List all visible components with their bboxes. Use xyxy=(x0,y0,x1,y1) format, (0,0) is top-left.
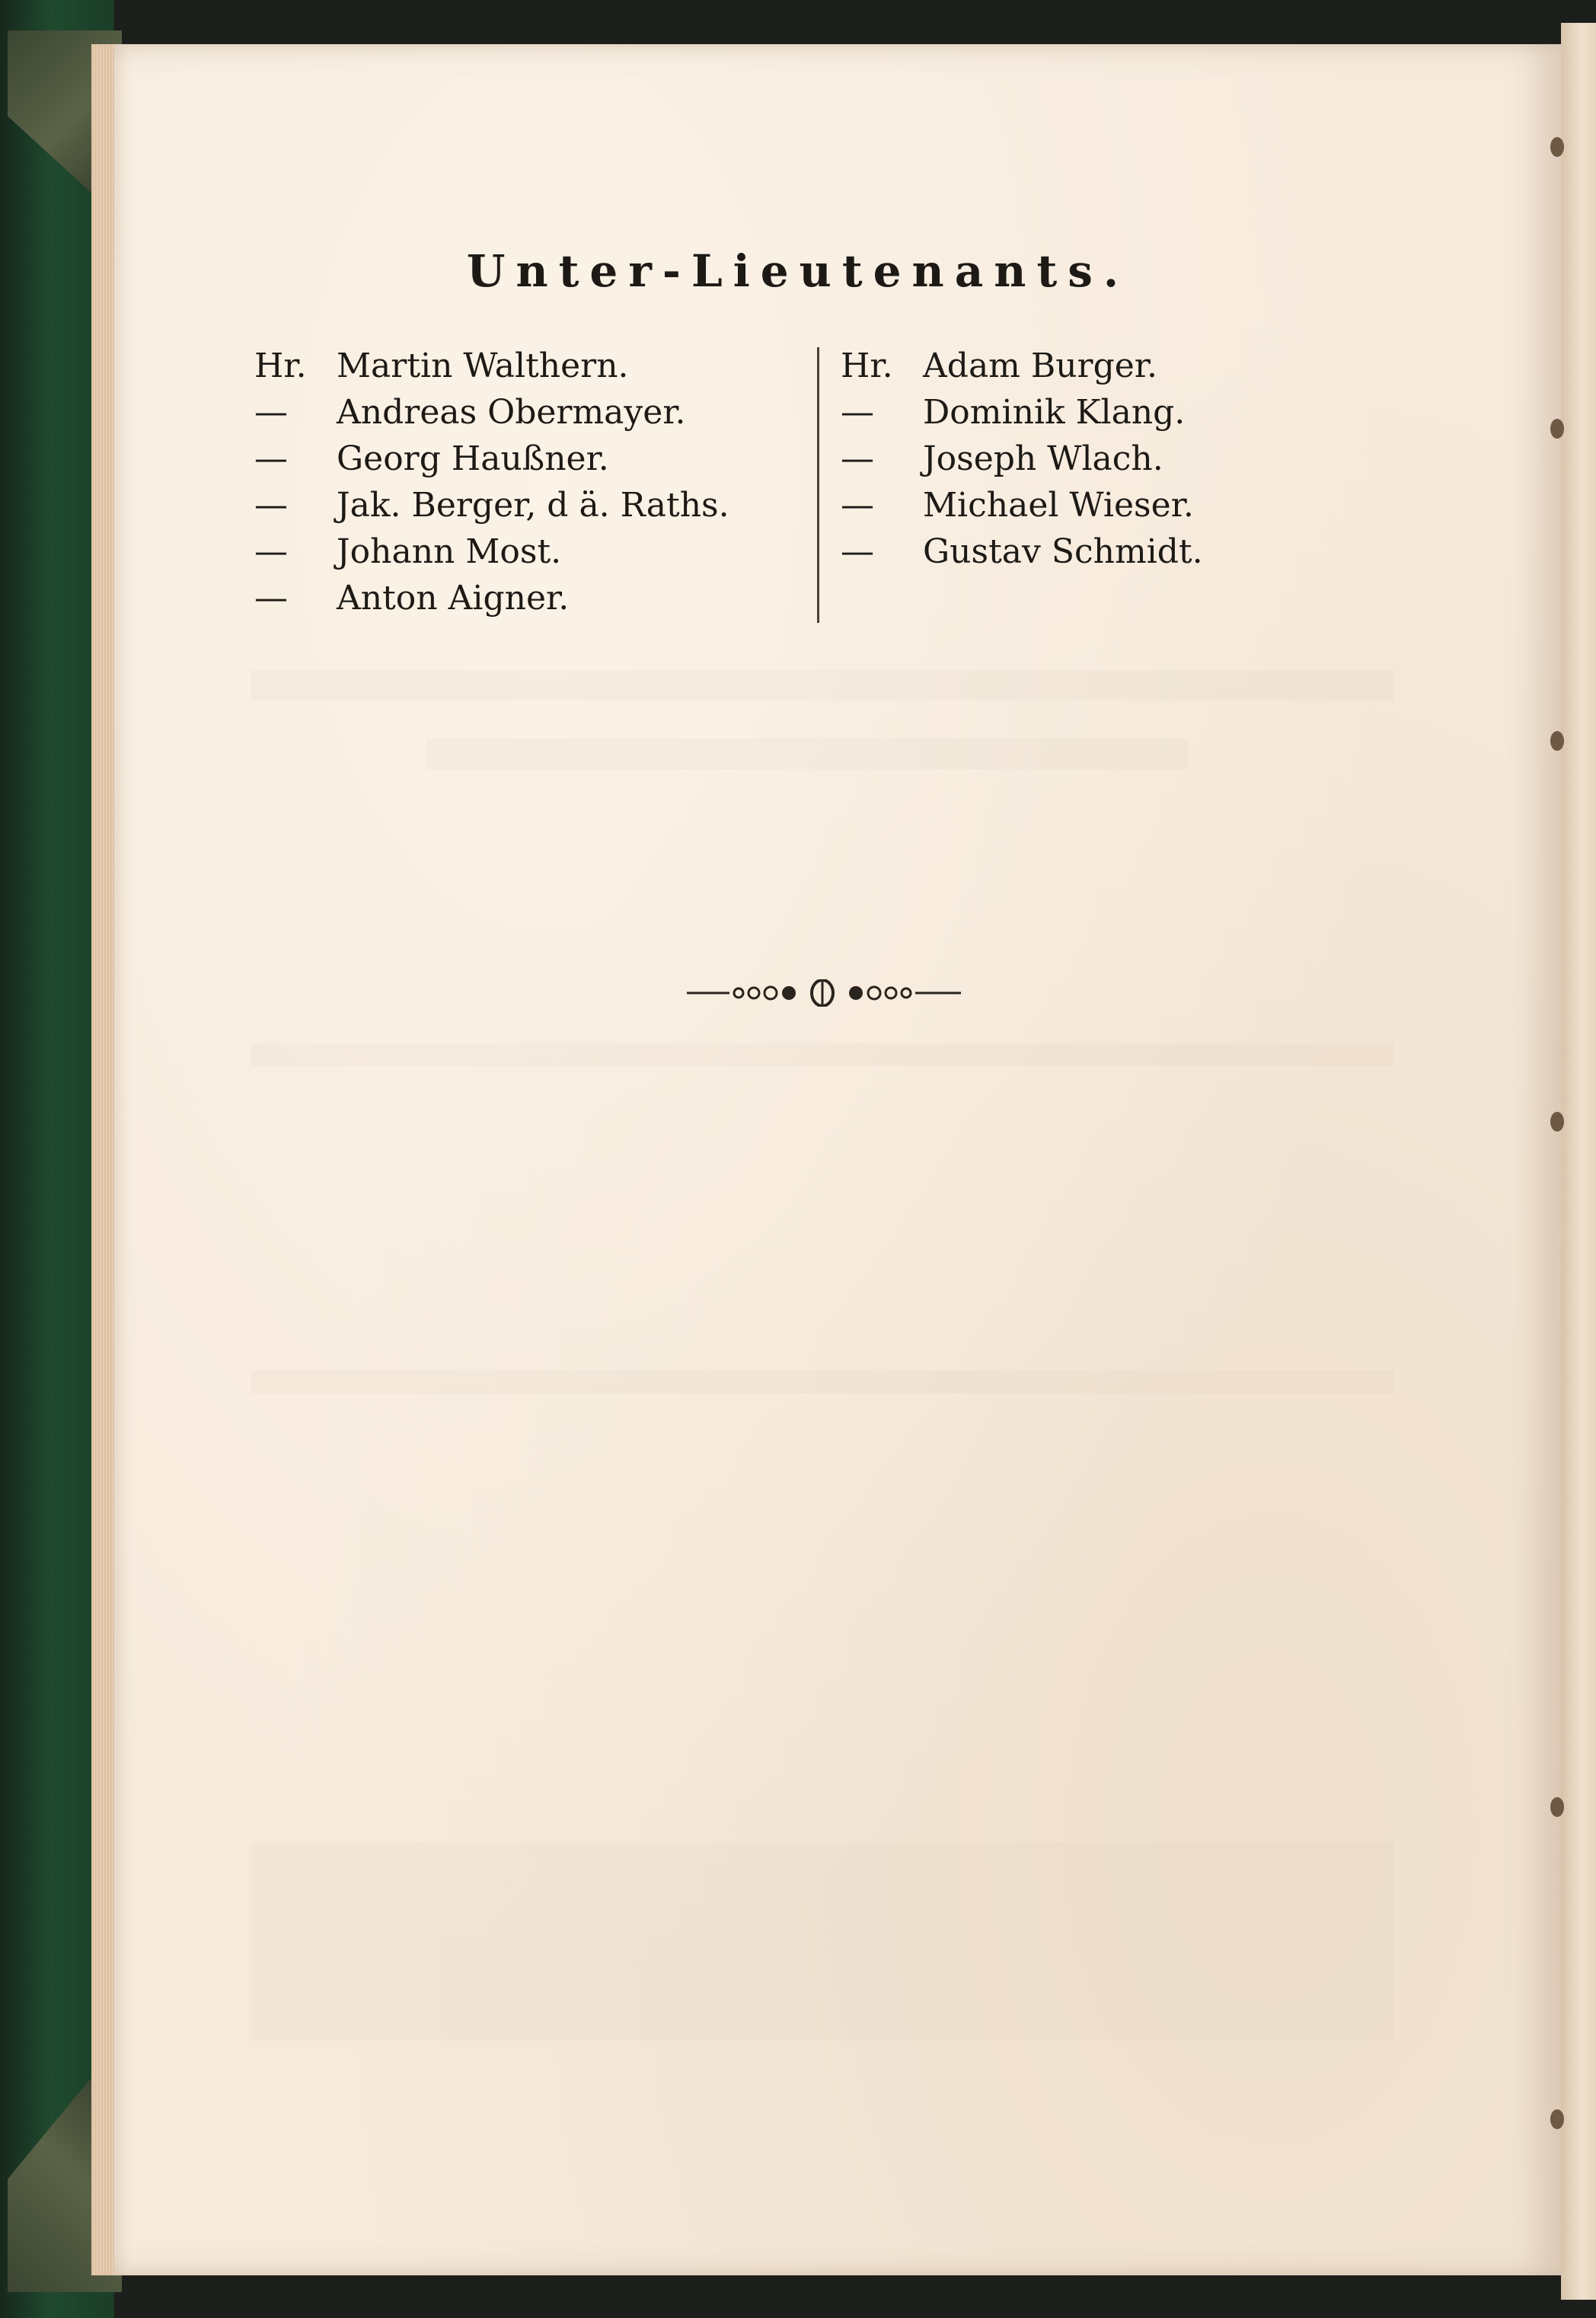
person-name: Adam Burger. xyxy=(923,346,1157,385)
person-name: Andreas Obermayer. xyxy=(337,393,686,432)
binding-hole xyxy=(1550,2109,1564,2129)
left-name-column xyxy=(254,343,729,621)
list-prefix: — xyxy=(841,532,874,571)
binding-hole xyxy=(1550,1112,1564,1132)
list-item xyxy=(254,482,729,528)
list-item xyxy=(841,528,1203,575)
right-name-column xyxy=(841,343,1203,575)
list-prefix: — xyxy=(254,393,288,432)
list-prefix: — xyxy=(254,486,288,525)
bleed-through xyxy=(426,739,1188,769)
person-name: Martin Walthern. xyxy=(337,346,629,385)
list-item xyxy=(254,436,729,482)
list-prefix: — xyxy=(254,439,288,478)
binding-hole xyxy=(1550,137,1564,157)
list-item xyxy=(841,482,1203,528)
list-prefix: — xyxy=(841,393,874,432)
list-prefix: — xyxy=(841,486,874,525)
list-item xyxy=(254,343,729,389)
list-prefix: — xyxy=(841,439,874,478)
bleed-through xyxy=(251,670,1393,701)
person-name: Anton Aigner. xyxy=(337,579,570,618)
list-item xyxy=(254,528,729,575)
bleed-through xyxy=(251,1843,1393,2041)
person-name: Joseph Wlach. xyxy=(923,439,1163,478)
list-prefix: Hr. xyxy=(841,346,893,385)
list-item xyxy=(841,436,1203,482)
person-name: Gustav Schmidt. xyxy=(923,532,1203,571)
person-name: Johann Most. xyxy=(337,532,562,571)
list-prefix: — xyxy=(254,579,288,618)
binding-hole xyxy=(1550,1797,1564,1817)
list-item xyxy=(254,389,729,436)
person-name: Jak. Berger, d ä. Raths. xyxy=(337,486,729,525)
person-name: Michael Wieser. xyxy=(923,486,1194,525)
list-item xyxy=(841,343,1203,389)
bleed-through xyxy=(251,1371,1393,1394)
column-divider xyxy=(817,347,819,623)
list-prefix: Hr. xyxy=(254,346,307,385)
person-name: Dominik Klang. xyxy=(923,393,1186,432)
binding-hole xyxy=(1550,731,1564,751)
person-name: Georg Haußner. xyxy=(337,439,609,478)
section-heading: Unter-Lieutenants. xyxy=(466,245,1130,297)
list-prefix: — xyxy=(254,532,288,571)
ornament-divider-icon xyxy=(687,979,961,1007)
bleed-through xyxy=(251,1043,1393,1066)
list-item xyxy=(841,389,1203,436)
facing-page-edge xyxy=(1561,23,1596,2300)
list-item xyxy=(254,575,729,621)
binding-hole xyxy=(1550,419,1564,439)
